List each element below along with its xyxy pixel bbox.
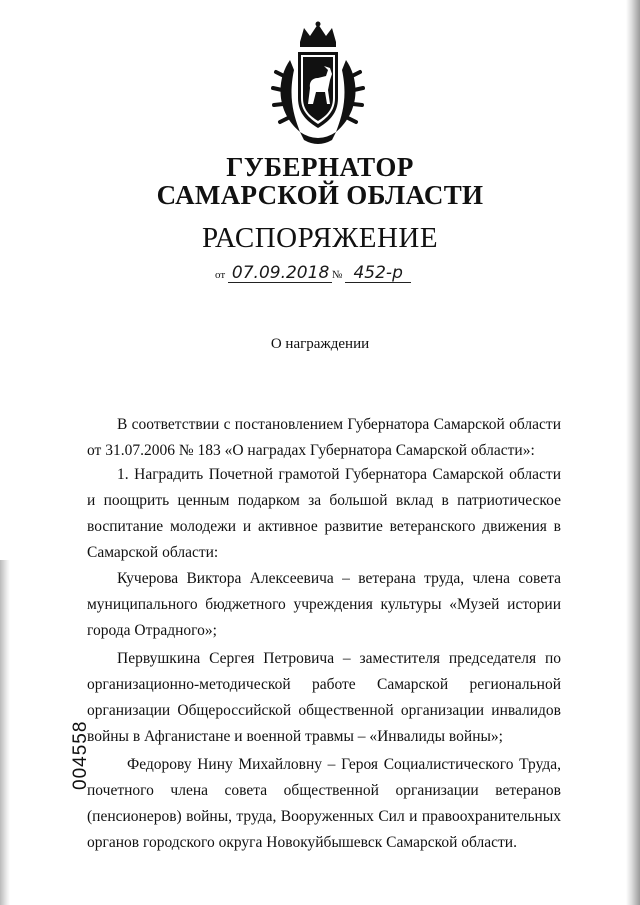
paragraph-award-clause: 1. Наградить Почетной грамотой Губернатора Самарской области и поощрить ценным подарком за большой вклад в патриотическое воспитание молодежи и активное развитие ветеранского движения в Самарской области:: [87, 466, 561, 561]
paragraph-awardee: Федорову Нину Михайловну – Героя Социалистического Труда, почетного члена совета общественной организации ветеранов (пенсионеров) войны, труда, Вооруженных Сил и правоохранительных органов городского округа Новокуйбышевск Самарской области.: [87, 756, 561, 851]
issue-number: 452-р: [345, 264, 411, 283]
document-type: РАСПОРЯЖЕНИЕ: [201, 222, 439, 254]
paragraph-awardee: Кучерова Виктора Алексеевича – ветерана труда, члена совета муниципального бюджетного учреждения культуры «Музей истории города Отрадного»;: [87, 570, 561, 639]
authority-title: ГУБЕРНАТОР: [226, 152, 414, 182]
scan-edge-left: [0, 560, 10, 905]
issue-date: 07.09.2018: [228, 264, 332, 283]
number-prefix: №: [331, 269, 343, 281]
samara-coat-of-arms-icon: [270, 20, 366, 148]
scan-edge-right: [626, 0, 640, 905]
registration-number-stamp: 004558: [70, 720, 91, 790]
authority-region: САМАРСКОЙ ОБЛАСТИ: [156, 180, 484, 210]
date-prefix: от: [215, 269, 226, 281]
issue-line: [215, 264, 411, 283]
document-subject: О награждении: [270, 336, 370, 352]
paragraph-awardee: Первушкина Сергея Петровича – заместителя председателя по организационно-методической работе Самарской региональной организации Общероссийской общественной организации инвалидов войны в Афганистане и военной травмы – «Инвалиды войны»;: [87, 650, 561, 745]
paragraph-basis: В соответствии с постановлением Губернатора Самарской области от 31.07.2006 № 183 «О наградах Губернатора Самарской области»:: [87, 416, 561, 459]
